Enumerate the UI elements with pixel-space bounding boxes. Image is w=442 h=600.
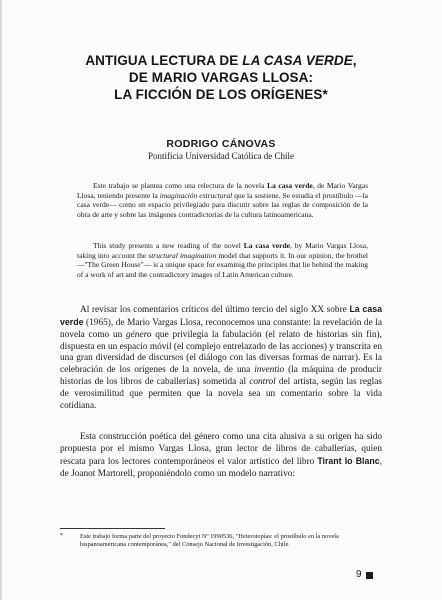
p1-text-2: (1965), de Mario Vargas Llosa, reconocemos una constante: la revelación de la novela como un: [60, 317, 382, 340]
p1-text-3: que privilegia la fabulación (el relato de historias sin fin), dispuesta en un espacio móvil (el complejo entrelazado de las acciones) y transcrita en una gran diversidad de discursos (el diálogo con las diversas formas de narrar). Es la celebración de los orígenes de la novela, de una: [60, 329, 382, 376]
abstract-es-emphasis: imaginación estructural: [159, 190, 233, 200]
abstract-en-emphasis: structural imagination: [148, 250, 217, 260]
p2-text-1: Esta construcción poética del género como una cita alusiva a su origen ha sido propuesta por el mismo Vargas Llosa, gran lector de libros de caballerías, quien rescata para los lectores contemporáneos el valor artístico del libro: [60, 432, 382, 467]
p1-text-5: del artista, según las reglas de verosimilitud que permiten que la novela sea un comentario sobre la vida cotidiana.: [60, 377, 383, 411]
title-novel-name: LA CASA VERDE: [242, 53, 353, 68]
p1-text-4: (la máquina de producir historias de los libros de caballerías) sometida al: [60, 365, 382, 388]
p1-italic-inventio: inventio: [254, 365, 285, 376]
p2-book-title: Tirant lo Blanc: [317, 455, 380, 466]
body-paragraph-2-text: [60, 432, 382, 480]
page-marker-square-icon: [366, 572, 373, 579]
abstract-en-text-2: , by Mario Vargas Llosa, taking into account the: [77, 241, 368, 260]
title-line-2: DE MARIO VARGAS LLOSA:: [128, 70, 314, 85]
body-paragraph-2: [60, 432, 382, 480]
footnote-divider: [60, 528, 165, 529]
p1-italic-genero: género: [126, 329, 152, 340]
body-paragraph-1-text: [60, 304, 382, 413]
p1-novel-title: La casa verde: [60, 304, 383, 327]
page-edge-shadow: [0, 0, 2, 600]
footnote: [60, 533, 382, 549]
author-affiliation: Pontificia Universidad Católica de Chile: [148, 151, 294, 161]
abstract-es-text-3: que la sostiene. Se estudia el prostíbulo —la casa verde— como un espacio privilegiado para discutir sobre las reglas de composición de la obra de arte y sobre las imágenes contradictorias de la cultura latinoamericana.: [77, 190, 368, 219]
page-number-value: 9: [356, 569, 362, 580]
title-line-3: LA FICCIÓN DE LOS ORÍGENES*: [114, 87, 328, 102]
abstract-en-novel-title: La casa verde: [243, 241, 290, 250]
abstract-es-novel-title: La casa verde: [267, 181, 313, 190]
abstract-es-text-2: , de Mario Vargas Llosa, teniendo presente la: [77, 181, 369, 200]
abstract-english-text: [77, 241, 368, 279]
article-title: [60, 52, 382, 103]
footnote-marker: *: [60, 533, 63, 539]
abstract-es-text-1: Este trabajo se plantea como una relectura de la novela: [93, 181, 268, 190]
p1-text-1: Al revisar los comentarios críticos del último tercio del siglo XX sobre: [80, 305, 350, 315]
page-number: [356, 569, 373, 581]
footnote-text: Este trabajo forma parte del proyecto Fondecyt Nº 1990536, "Heterotopías: el prostíbulo en la novela hispanoamericana contemporánea," del Consejo Nacional de Investigación, Chile.: [80, 533, 339, 549]
title-line-1: [60, 52, 382, 69]
p2-text-2: , de Joanot Martorell, proponiéndolo como un modelo narrativo:: [60, 456, 382, 479]
abstract-spanish-text: [77, 181, 368, 219]
abstract-en-text-1: This study presents a new reading of the novel: [93, 241, 244, 250]
abstract-spanish: [77, 181, 368, 219]
author-name: RODRIGO CÁNOVAS: [166, 138, 276, 150]
abstract-en-text-3: model that supports it. In our opinion, the brothel —"The Green House"— is a unique space for examinig the principles that lie behind the making of a work of art and the contradictory images of Latin American culture.: [77, 250, 368, 279]
body-paragraph-1: [60, 304, 382, 413]
abstract-english: [77, 241, 368, 279]
title-line-1-suffix: ,: [352, 53, 357, 68]
title-line-1-prefix: ANTIGUA LECTURA DE: [85, 53, 243, 68]
p1-italic-control: control: [249, 377, 276, 388]
